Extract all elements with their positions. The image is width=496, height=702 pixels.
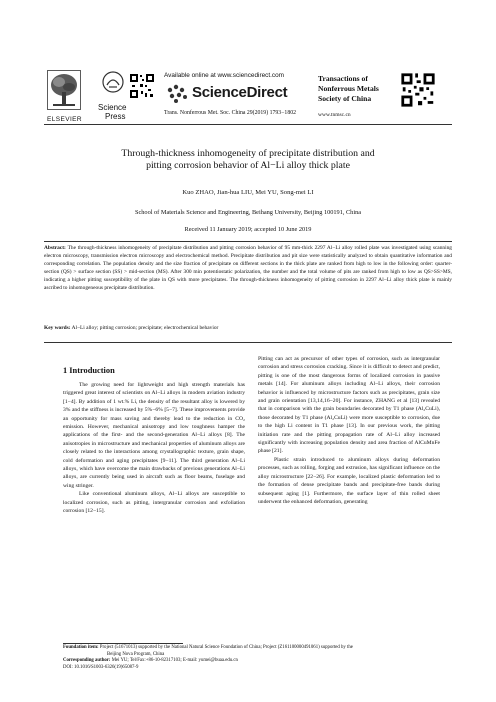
science-press-line1: Science: [98, 103, 127, 112]
journal-qr-code-icon: [400, 72, 436, 108]
corresponding-label: Corresponding author:: [63, 658, 111, 664]
foundation-note: [63, 645, 443, 652]
science-press-text: [97, 103, 126, 121]
elsevier-label: ELSEVIER: [47, 116, 82, 123]
article-received-dates: Received 11 January 2019; accepted 10 June 2019: [184, 226, 312, 233]
keywords-label: Key words:: [44, 325, 71, 331]
abstract-label: Abstract:: [44, 245, 66, 251]
section-heading: 1 Introduction: [63, 366, 115, 375]
available-online-text: Available online at www.sciencedirect.com: [164, 72, 284, 79]
body-paragraph: The growing need for lightweight and high strength materials has triggered great interest of scientists on Al−Li alloys in modern aviation industry [1−4]. By addition of 1 wt.% Li, the density of the resultant alloy is lowered by 3% and the stiffness is increased by 5%−6% [5−7]. These improvements provide an opportunity for mass saving and thereby lead to the reduction in CO₂ emission. However, mechanical anisotropy and low toughness hamper the applications of the first- and the second-generation Al−Li alloys [8]. The anisotropies in microstructure and mechanical properties of aluminum alloys are closely related to the interactions among crystallographic texture, grain shape, cold deformation and aging precipitates [9−11]. The third generation Al−Li alloys, which have overcome the main drawbacks of previous generations Al−Li alloys, are currently being used in aircraft such as floor beams, fuselage and wing stringer.: [63, 382, 245, 489]
abstract-bottom-rule: [44, 342, 452, 343]
elsevier-logo: [47, 70, 81, 123]
science-press-logo: [101, 70, 125, 99]
keywords-text: Al−Li alloy; pitting corrosion; precipitate; electrochemical behavior: [71, 325, 219, 331]
abstract-top-rule: [44, 241, 452, 242]
foundation-text-cont: Beijing Nova Program, China: [107, 651, 165, 657]
header-divider: [44, 124, 452, 125]
journal-name: [318, 74, 379, 104]
elsevier-tree-icon: [47, 70, 81, 110]
journal-name-line3: Society of China: [318, 94, 372, 103]
qr-code-icon: [129, 73, 155, 99]
abstract: [44, 244, 452, 293]
science-press-emblem-icon: [101, 70, 125, 94]
footnote: [63, 645, 443, 671]
foundation-label: Foundation item:: [63, 645, 99, 650]
footnote-rule: [63, 643, 183, 644]
article-authors: Kuo ZHAO, Jian-hua LIU, Mei YU, Song-mei LI: [182, 189, 314, 196]
doi: DOI: 10.1016/S1003-6326(19)65087-9: [63, 664, 139, 670]
corresponding-text: Mei YU; Tel/Fax:+86-10-82317103; E-mail: yumei@buaa.edu.cn: [111, 658, 238, 664]
keywords: [44, 324, 452, 332]
journal-name-line1: Transactions of: [318, 74, 368, 83]
body-paragraph: Like conventional aluminum alloys, Al−Li alloys are susceptible to localized corrosion, such as pitting, intergranular corrosion and exfoliation corrosion [12−15].: [63, 491, 245, 515]
journal-name-line2: Nonferrous Metals: [318, 84, 379, 93]
article-title-line1: Through-thickness inhomogeneity of precipitate distribution and: [121, 148, 375, 159]
article-title-line2: pitting corrosion behavior of Al−Li alloy thick plate: [146, 160, 350, 171]
foundation-text: Project (51671013) supported by the National Natural Science Foundation of China; Project (Z161100000491061) supported by the: [99, 645, 353, 650]
corresponding-note: [63, 658, 443, 665]
article-affiliation: School of Materials Science and Engineering, Beihang University, Beijing 100191, China: [134, 209, 362, 216]
body-right-column: [258, 355, 440, 506]
sciencedirect-brand: ScienceDirect: [192, 84, 288, 101]
body-left-column: [63, 381, 245, 516]
body-paragraph: Pitting can act as precursor of other types of corrosion, such as intergranular corrosion and stress corrosion cracking. Since it is difficult to detect and predict, pitting is one of the most dangerous forms of localized corrosion in passive metals [14]. For aluminum alloys including Al−Li alloys, their corrosion behavior is influenced by microstructure factors such as precipitates, grain size and grain orientation [13,14,16−20]. For instance, ZHANG et al [13] revealed that in comparison with the grain boundaries decorated by T1 phase (Al₂CuLi), those decorated by T1 phase (Al₂CuLi) were more susceptible to corrosion, due to the high Li content in T1 phase [13]. In our previous work, the pitting initiation rate and the pitting propagation rate of Al−Li alloy increased significantly with increasing population density and area fraction of AlCuMnFe phase [21].: [258, 356, 440, 455]
abstract-text: The through-thickness inhomogeneity of precipitate distribution and pitting corrosion behavior of 95 mm-thick 2297 Al−Li alloy rolled plate was investigated using scanning electron microscopy, transmission electron microscopy and electrochemical method. Precipitate distribution and pit size were statistically analyzed to obtain quantitative information and corresponding correlation. The population density and the size fraction of precipitate on different sections in the thick plate are ranked from high to low in the following order: quarter-section (QS) > surface section (SS) > mid-section (MS). After 300 min potentiostatic polarization, the number and the total volume of pits are ranked from high to low as QS>SS>MS, indicating a higher pitting susceptibility of the plate in QS with more precipitates. The through-thickness inhomogeneity of pitting corrosion in 2297 Al−Li alloy thick plate is mainly ascribed to inhomogeneous precipitate distribution.: [44, 245, 452, 292]
journal-citation: Trans. Nonferrous Met. Soc. China 29(2019) 1793−1802: [164, 110, 297, 116]
journal-url: www.tnmsc.cn: [318, 112, 351, 118]
article-title: [44, 148, 452, 172]
body-paragraph: Plastic strain introduced to aluminum alloys during deformation processes, such as rolling, forging and extrusion, has significant influence on the alloy microstructure [22−26]. For example, localized plastic deformation led to the formation of dense precipitate bands and precipitate-free bands during subsequent aging [1]. Furthermore, the surface layer of thin rolled sheet underwent the enhanced deformation, generating: [258, 456, 440, 505]
science-press-line2: Press: [105, 112, 126, 121]
